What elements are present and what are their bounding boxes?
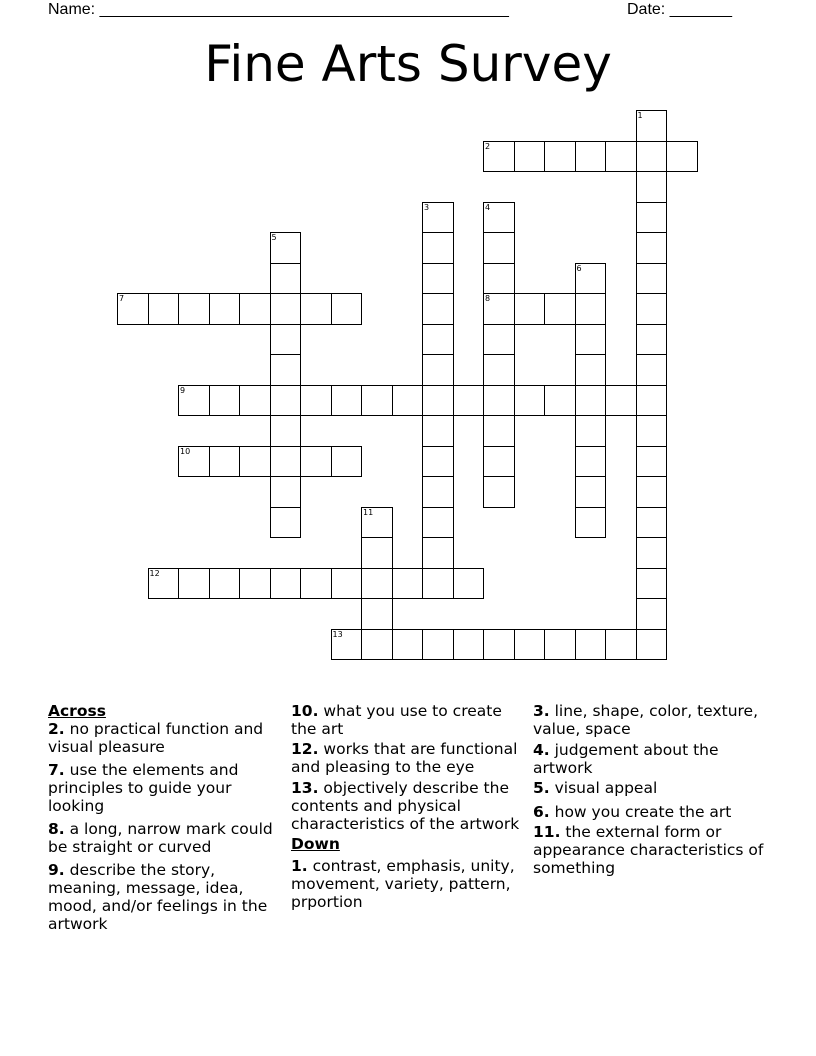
grid-cell[interactable] (422, 446, 454, 478)
grid-cell[interactable] (239, 446, 271, 478)
grid-cell[interactable] (361, 629, 393, 661)
grid-cell[interactable] (636, 476, 668, 508)
grid-cell[interactable] (605, 629, 637, 661)
grid-cell[interactable] (300, 293, 332, 325)
clue-number-label: 9 (180, 385, 186, 395)
clue-number-label: 10 (180, 446, 191, 456)
clue-across-9: 9. describe the story, meaning, message, idea, mood, and/or feelings in the artwork (48, 861, 268, 933)
clues-column-2 (291, 702, 523, 916)
grid-cell[interactable] (361, 507, 393, 539)
clue-number-label: 5 (271, 233, 277, 242)
clue-number-label: 13 (332, 629, 343, 639)
across-heading: Across (48, 702, 106, 720)
clue-number-label: 12 (149, 568, 160, 578)
grid-cell[interactable] (636, 598, 668, 630)
grid-cell[interactable] (636, 415, 668, 447)
grid-cell[interactable] (270, 263, 302, 295)
grid-cell[interactable] (575, 293, 607, 325)
grid-cell[interactable] (453, 385, 485, 417)
grid-cell[interactable] (209, 385, 241, 417)
clue-down-4: 4. judgement about the artwork (533, 741, 719, 777)
grid-cell[interactable] (636, 568, 668, 600)
grid-cell[interactable] (636, 171, 668, 203)
grid-cell[interactable] (331, 629, 363, 661)
grid-cell[interactable] (331, 568, 363, 600)
grid-cell[interactable] (392, 568, 424, 600)
grid-cell[interactable] (514, 141, 546, 173)
grid-cell[interactable] (392, 385, 424, 417)
grid-cell[interactable] (666, 141, 698, 173)
grid-cell[interactable] (270, 415, 302, 447)
grid-cell[interactable] (636, 537, 668, 569)
grid-cell[interactable] (209, 293, 241, 325)
grid-cell[interactable] (575, 415, 607, 447)
grid-cell[interactable] (483, 263, 515, 295)
date-field[interactable]: Date: _______ (627, 1, 732, 18)
grid-cell[interactable] (636, 202, 668, 234)
grid-cell[interactable] (605, 141, 637, 173)
clue-down-3: 3. line, shape, color, texture, value, space (533, 702, 759, 738)
grid-cell[interactable] (636, 629, 668, 661)
grid-cell[interactable] (422, 354, 454, 386)
clue-number-label: 1 (637, 111, 643, 120)
clue-number-label: 4 (485, 202, 491, 212)
grid-cell[interactable] (300, 568, 332, 600)
grid-cell[interactable] (483, 141, 515, 173)
grid-cell[interactable] (514, 385, 546, 417)
clues-column-1 (48, 702, 280, 938)
grid-cell[interactable] (209, 568, 241, 600)
clue-across-10: 10. what you use to create the art (291, 702, 502, 738)
grid-cell[interactable] (483, 293, 515, 325)
grid-cell[interactable] (483, 446, 515, 478)
grid-cell[interactable] (636, 293, 668, 325)
grid-cell[interactable] (270, 385, 302, 417)
grid-cell[interactable] (422, 476, 454, 508)
grid-cell[interactable] (209, 446, 241, 478)
clue-across-13: 13. objectively describe the contents and physical characteristics of the artwork (291, 779, 520, 833)
grid-cell[interactable] (361, 598, 393, 630)
grid-cell[interactable] (178, 293, 210, 325)
grid-cell[interactable] (422, 202, 454, 234)
grid-cell[interactable] (575, 446, 607, 478)
grid-cell[interactable] (422, 415, 454, 447)
grid-cell[interactable] (636, 324, 668, 356)
name-field[interactable]: Name: ______________________________________________ (48, 1, 509, 18)
grid-cell[interactable] (300, 446, 332, 478)
down-heading: Down (291, 835, 340, 853)
grid-cell[interactable] (422, 537, 454, 569)
grid-cell[interactable] (605, 385, 637, 417)
grid-cell[interactable] (575, 324, 607, 356)
grid-cell[interactable] (270, 476, 302, 508)
grid-cell[interactable] (575, 141, 607, 173)
grid-cell[interactable] (422, 232, 454, 264)
grid-cell[interactable] (331, 293, 363, 325)
grid-cell[interactable] (422, 568, 454, 600)
grid-cell[interactable] (361, 537, 393, 569)
clue-across-7: 7. use the elements and principles to guide your looking (48, 761, 239, 815)
grid-cell[interactable] (331, 385, 363, 417)
grid-cell[interactable] (270, 232, 302, 264)
page-title: Fine Arts Survey (204, 35, 612, 93)
grid-cell[interactable] (483, 415, 515, 447)
grid-cell[interactable] (270, 354, 302, 386)
grid-cell[interactable] (422, 385, 454, 417)
header (48, 0, 768, 20)
grid-cell[interactable] (544, 293, 576, 325)
grid-cell[interactable] (361, 568, 393, 600)
grid-cell[interactable] (544, 141, 576, 173)
grid-cell[interactable] (178, 568, 210, 600)
grid-cell[interactable] (422, 324, 454, 356)
grid-cell[interactable] (148, 293, 180, 325)
clue-across-12: 12. works that are functional and pleasing to the eye (291, 740, 518, 776)
clue-number-label: 6 (576, 263, 582, 273)
grid-cell[interactable] (575, 629, 607, 661)
grid-cell[interactable] (514, 293, 546, 325)
grid-cell[interactable] (422, 293, 454, 325)
grid-cell[interactable] (483, 629, 515, 661)
grid-cell[interactable] (483, 354, 515, 386)
grid-cell[interactable] (575, 507, 607, 539)
grid-cell[interactable] (483, 385, 515, 417)
grid-cell[interactable] (544, 629, 576, 661)
grid-cell[interactable] (422, 263, 454, 295)
clue-across-2: 2. no practical function and visual pleasure (48, 720, 264, 756)
clue-number-label: 3 (424, 202, 430, 212)
grid-cell[interactable] (270, 446, 302, 478)
grid-cell[interactable] (636, 354, 668, 386)
clue-down-6: 6. how you create the art (533, 803, 732, 821)
grid-cell[interactable] (483, 476, 515, 508)
grid-cell[interactable] (575, 476, 607, 508)
grid-cell[interactable] (575, 385, 607, 417)
grid-cell[interactable] (575, 263, 607, 295)
grid-cell[interactable] (270, 293, 302, 325)
grid-cell[interactable] (636, 446, 668, 478)
grid-cell[interactable] (239, 293, 271, 325)
grid-cell[interactable] (361, 385, 393, 417)
grid-cell[interactable] (148, 568, 180, 600)
grid-cell[interactable] (239, 568, 271, 600)
grid-cell[interactable] (483, 232, 515, 264)
grid-cell[interactable] (453, 629, 485, 661)
grid-cell[interactable] (239, 385, 271, 417)
clue-down-11: 11. the external form or appearance characteristics of something (533, 823, 764, 877)
grid-cell[interactable] (575, 354, 607, 386)
grid-cell[interactable] (636, 263, 668, 295)
grid-cell[interactable] (483, 324, 515, 356)
clues-column-3 (533, 702, 773, 882)
grid-cell[interactable] (300, 385, 332, 417)
clue-down-1: 1. contrast, emphasis, unity, movement, variety, pattern, prportion (291, 857, 515, 911)
clue-across-8: 8. a long, narrow mark could be straight or curved (48, 820, 273, 856)
grid-cell[interactable] (636, 385, 668, 417)
clue-number-label: 8 (485, 294, 491, 303)
grid-cell[interactable] (270, 324, 302, 356)
grid-cell[interactable] (544, 385, 576, 417)
clue-number-label: 7 (119, 294, 125, 303)
grid-cell[interactable] (178, 446, 210, 478)
clue-number-label: 2 (485, 141, 491, 151)
grid-cell[interactable] (117, 293, 149, 325)
grid-cell[interactable] (270, 568, 302, 600)
grid-cell[interactable] (392, 629, 424, 661)
grid-cell[interactable] (636, 141, 668, 173)
grid-cell[interactable] (636, 232, 668, 264)
clue-down-5: 5. visual appeal (533, 779, 658, 797)
grid-cell[interactable] (331, 446, 363, 478)
grid-cell[interactable] (270, 507, 302, 539)
clue-number-label: 11 (363, 507, 374, 517)
grid-cell[interactable] (422, 507, 454, 539)
grid-cell[interactable] (514, 629, 546, 661)
grid-cell[interactable] (178, 385, 210, 417)
grid-cell[interactable] (483, 202, 515, 234)
grid-cell[interactable] (453, 568, 485, 600)
grid-cell[interactable] (636, 507, 668, 539)
grid-cell[interactable] (422, 629, 454, 661)
grid-cell[interactable] (636, 110, 668, 142)
